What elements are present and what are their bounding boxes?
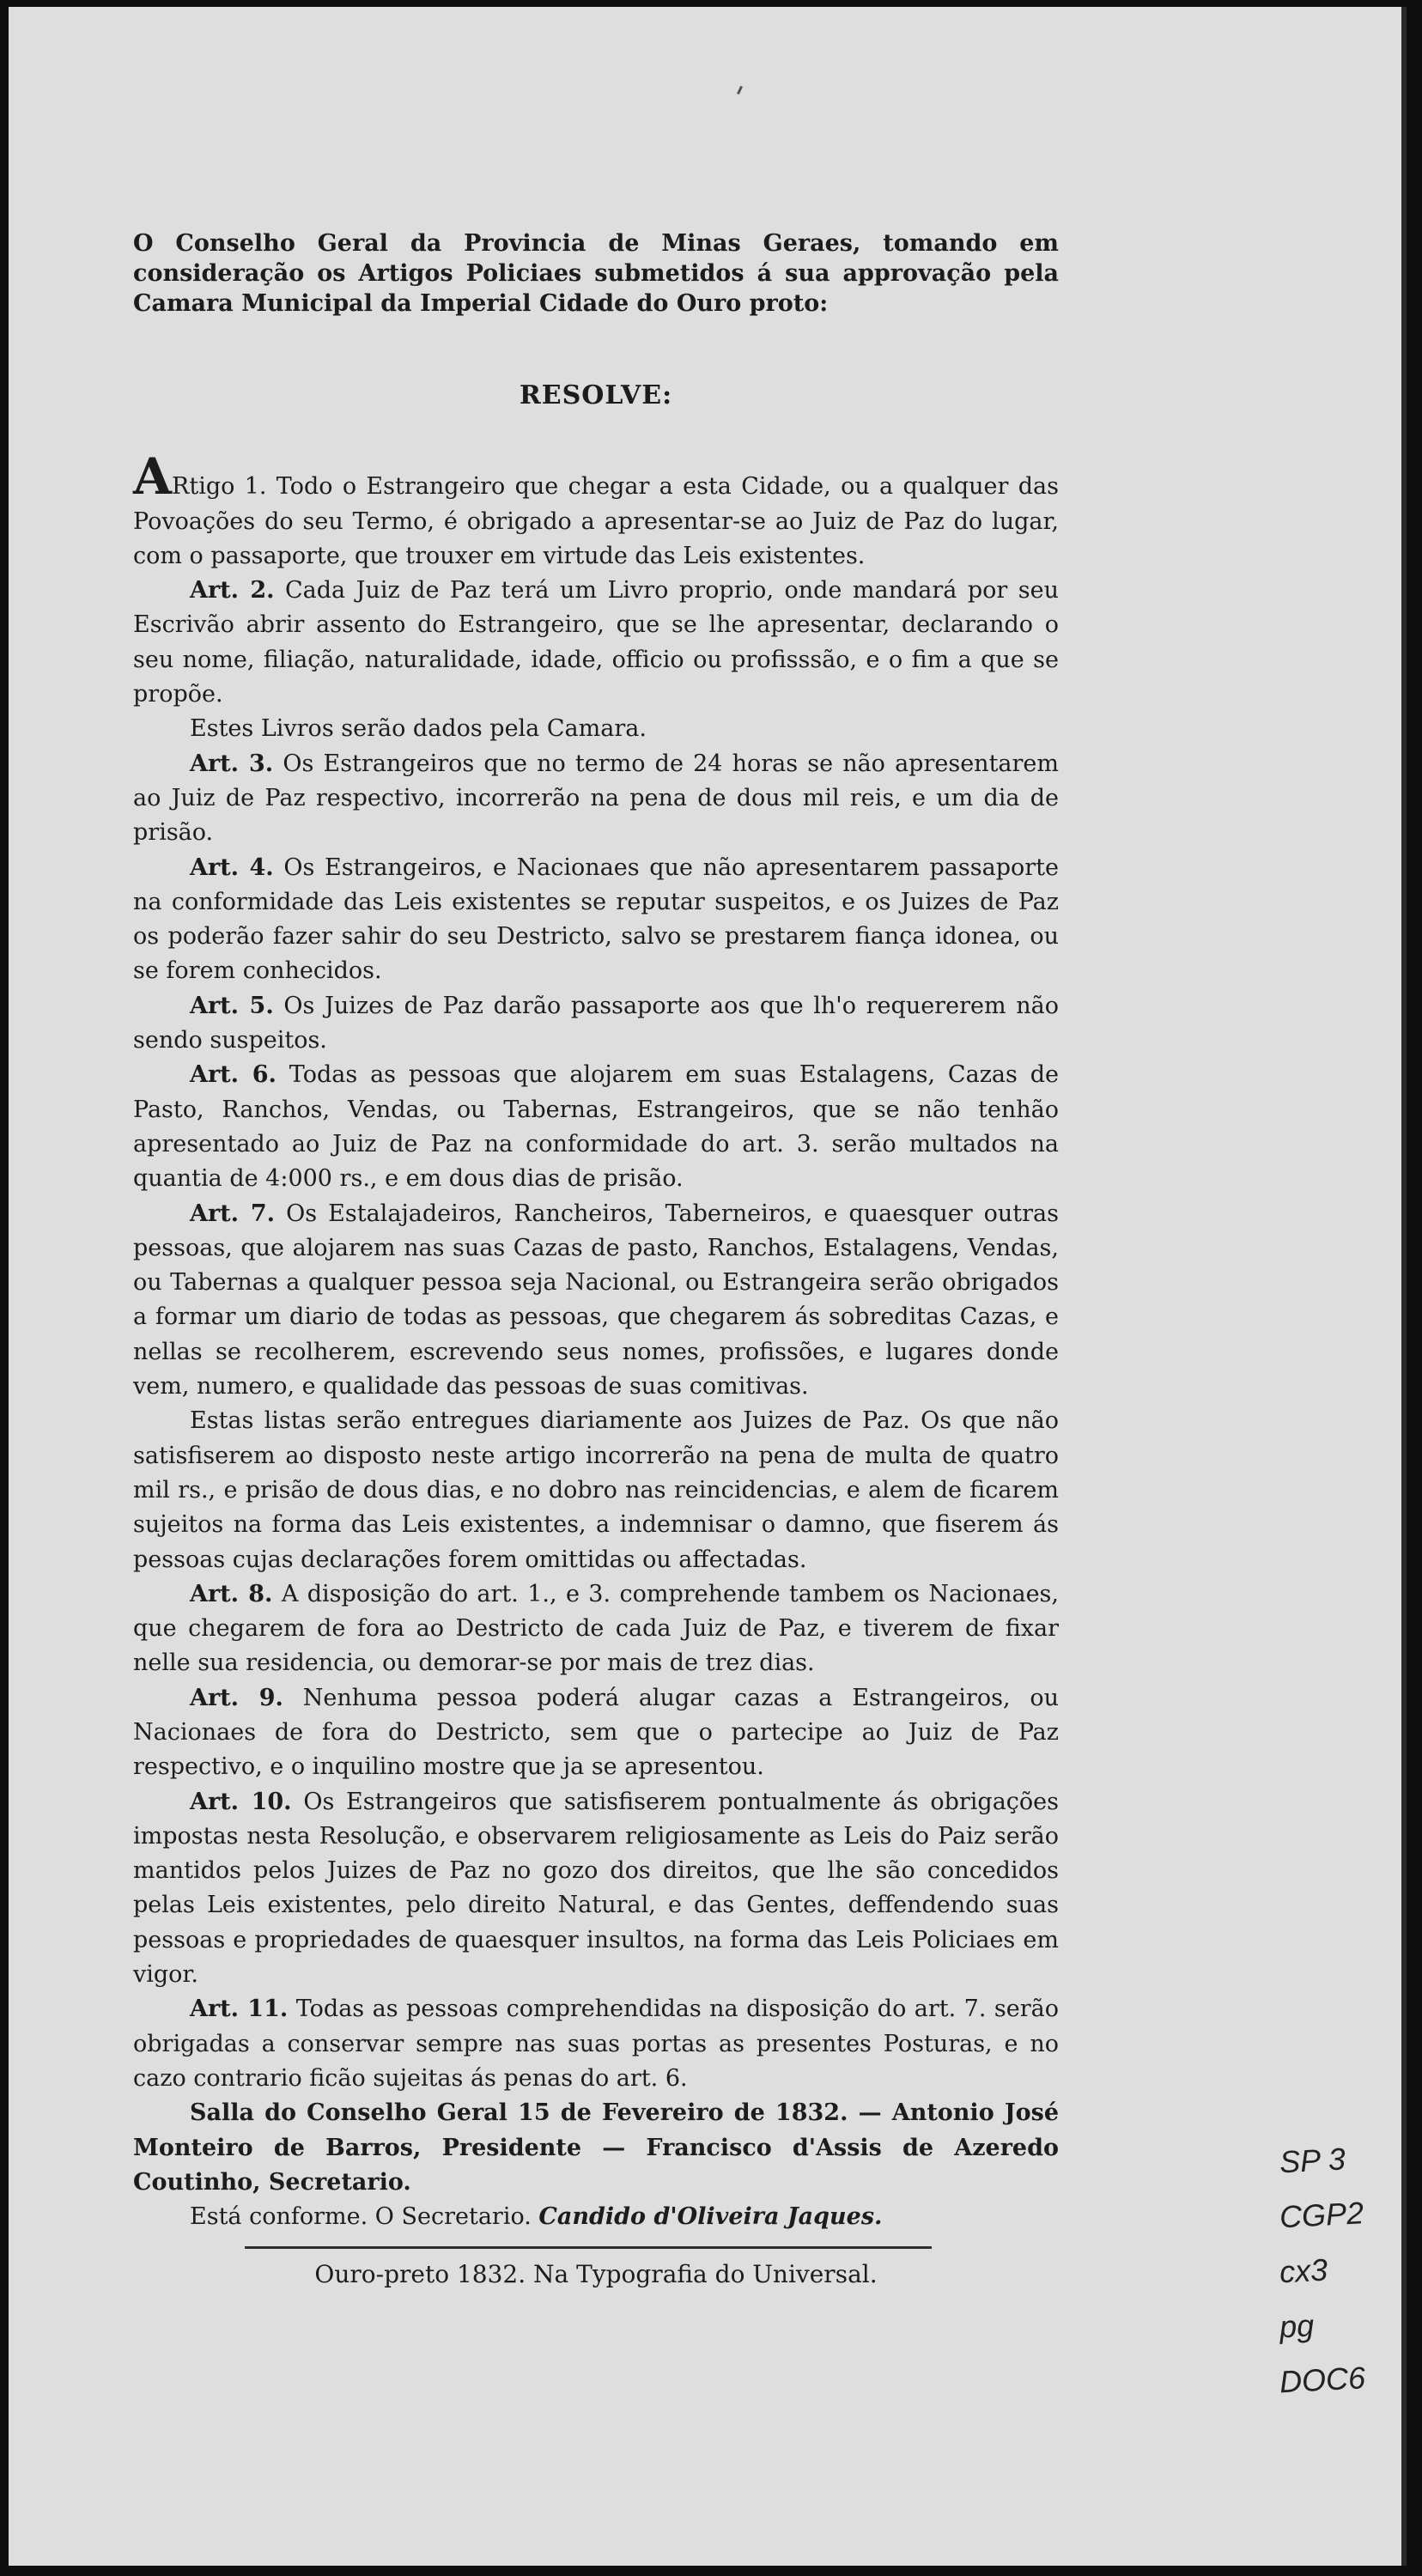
closing-statement: Salla do Conselho Geral 15 de Fevereiro de 1832. — Antonio José Monteiro de Barros, Presidente — Francisco d'Assis de Azeredo Coutinho, Secretario. xyxy=(133,2099,1059,2196)
archive-note: SP 3 xyxy=(1278,2141,1346,2180)
article-7-note: Estas listas serão entregues diariamente aos Juizes de Paz. Os que não satisfiserem ao disposto neste artigo incorrerão na pena de multa de quatro mil rs., e prisão de dous dias, e no dobro nas reincidencias, e alem de ficarem sujeitos na forma das Leis existentes, a indemnisar o damno, que fiserem ás pessoas cujas declarações forem omittidas ou affectadas. xyxy=(133,1407,1059,1573)
article-2-note: Estes Livros serão dados pela Camara. xyxy=(190,715,647,743)
archive-note: pg xyxy=(1278,2307,1316,2345)
article-2-text: Cada Juiz de Paz terá um Livro proprio, onde mandará por seu Escrivão abrir assento do Estrangeiro, que se lhe apresentar, declarando o seu nome, filiação, naturalidade, idade, officio ou profisssão, e o fim a que se propõe. xyxy=(133,577,1059,708)
archive-note: cx3 xyxy=(1278,2251,1329,2290)
secretary-signature: Candido d'Oliveira Jaques. xyxy=(538,2203,883,2231)
article-6-text: Todas as pessoas que alojarem em suas Estalagens, Cazas de Pasto, Ranchos, Vendas, ou Tabernas, Estrangeiros, que se não tenhão apresentado ao Juiz de Paz na conformidade do art. 3. serão multados na quantia de 4:000 rs., e em dous dias de prisão. xyxy=(133,1061,1059,1193)
article-6 xyxy=(133,1058,1059,1196)
article-11-label: Art. 11. xyxy=(190,1996,289,2023)
article-7-label: Art. 7. xyxy=(190,1200,276,1227)
article-2-label: Art. 2. xyxy=(190,577,275,605)
article-2 xyxy=(133,574,1059,712)
article-10 xyxy=(133,1785,1059,1993)
article-5-text: Os Juizes de Paz darão passaporte aos que lh'o requererem não sendo suspeitos. xyxy=(133,992,1059,1054)
article-1 xyxy=(133,447,1059,574)
article-7 xyxy=(133,1197,1059,1405)
article-9 xyxy=(133,1681,1059,1785)
printer-imprint: Ouro-preto 1832. Na Typografia do Universal. xyxy=(314,2260,878,2289)
preamble: O Conselho Geral da Provincia de Minas Geraes, tomando em consideração os Artigos Policiaes submetidos á sua approvação pela Camara Municipal da Imperial Cidade do Ouro proto: xyxy=(133,230,1059,317)
archive-note: CGP2 xyxy=(1278,2195,1365,2235)
archive-note: DOC6 xyxy=(1278,2360,1367,2400)
article-3-label: Art. 3. xyxy=(190,750,274,777)
document-body xyxy=(133,228,1059,2293)
ink-mark xyxy=(737,86,743,94)
article-5 xyxy=(133,989,1059,1059)
article-4-label: Art. 4. xyxy=(190,854,274,881)
article-10-label: Art. 10. xyxy=(190,1788,292,1815)
drop-cap: A xyxy=(133,447,173,507)
divider-rule xyxy=(245,2246,932,2249)
article-8-label: Art. 8. xyxy=(190,1580,273,1607)
article-11 xyxy=(133,1992,1059,2096)
article-9-text: Nenhuma pessoa poderá alugar cazas a Estrangeiros, ou Nacionaes de fora do Destricto, sem que o partecipe ao Juiz de Paz respectivo, e o inquilino mostre que ja se apresentou. xyxy=(133,1684,1059,1781)
article-6-label: Art. 6. xyxy=(190,1061,276,1089)
archive-annotation xyxy=(1279,2132,1391,2407)
article-7-text: Os Estalajadeiros, Rancheiros, Taberneiros, e quaesquer outras pessoas, que alojarem nas suas Cazas de pasto, Ranchos, Estalagens, Vendas, ou Tabernas a qualquer pessoa seja Nacional, ou Estrangeira serão obrigados a formar um diario de todas as pessoas, que chegarem ás sobreditas Cazas, e nellas se recolherem, escrevendo seus nomes, profissões, e lugares donde vem, numero, e qualidade das pessoas de suas comitivas. xyxy=(133,1200,1059,1400)
article-3 xyxy=(133,747,1059,851)
article-3-text: Os Estrangeiros que no termo de 24 horas se não apresentarem ao Juiz de Paz respectivo, incorrerão na pena de dous mil reis, e um dia de prisão. xyxy=(133,750,1059,847)
conformity-text: Está conforme. O Secretario. xyxy=(190,2203,532,2231)
article-4-text: Os Estrangeiros, e Nacionaes que não apresentarem passaporte na conformidade das Leis existentes se reputar suspeitos, e os Juizes de Paz os poderão fazer sahir do seu Destricto, salvo se prestarem fiança idonea, ou se forem conhecidos. xyxy=(133,854,1059,985)
article-11-text: Todas as pessoas comprehendidas na disposição do art. 7. serão obrigadas a conservar sempre nas suas portas as presentes Posturas, e no cazo contrario ficão sujeitas ás penas do art. 6. xyxy=(133,1996,1059,2092)
article-10-text: Os Estrangeiros que satisfiserem pontualmente ás obrigações impostas nesta Resolução, e observarem religiosamente as Leis do Paiz serão mantidos pelos Juizes de Paz no gozo dos direitos, que lhe são concedidos pelas Leis existentes, pelo direito Natural, e das Gentes, deffendendo suas pessoas e propriedades de quaesquer insultos, na forma das Leis Policiaes em vigor. xyxy=(133,1788,1060,1989)
resolve-heading: RESOLVE: xyxy=(519,380,673,410)
article-9-label: Art. 9. xyxy=(190,1684,283,1711)
document-page xyxy=(9,7,1407,2566)
article-1-text: Rtigo 1. Todo o Estrangeiro que chegar a esta Cidade, ou a qualquer das Povoações do seu Termo, é obrigado a apresentar-se ao Juiz de Paz do lugar, com o passaporte, que trouxer em virtude das Leis existentes. xyxy=(133,473,1059,569)
article-4 xyxy=(133,851,1059,989)
article-8-text: A disposição do art. 1., e 3. comprehende tambem os Nacionaes, que chegarem de fora ao Destricto de cada Juiz de Paz, e tiverem de fixar nelle sua residencia, ou demorar-se por mais de trez dias. xyxy=(133,1580,1059,1677)
conformity-line xyxy=(133,2200,1059,2234)
article-8 xyxy=(133,1577,1059,1681)
article-5-label: Art. 5. xyxy=(190,992,274,1019)
